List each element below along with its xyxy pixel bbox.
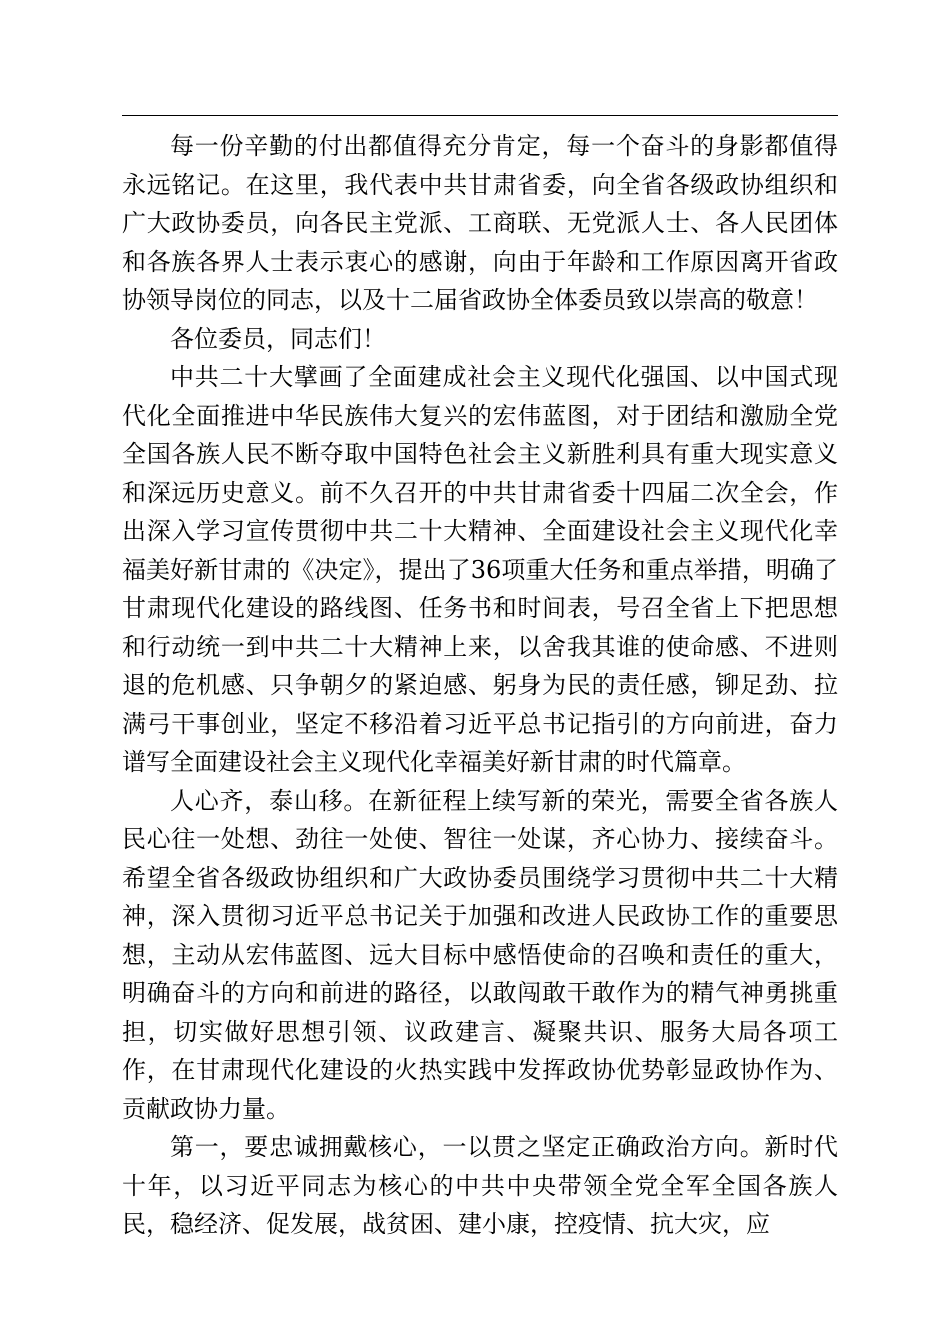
- paragraph: 第一，要忠诚拥戴核心，一以贯之坚定正确政治方向。新时代十年，以习近平同志为核心的中共中央带领全党全军全国各族人民，稳经济、促发展，战贫困、建小康，控疫情、抗大灾，应: [122, 1133, 838, 1238]
- paragraph: 人心齐，泰山移。在新征程上续写新的荣光，需要全省各族人民心往一处想、劲往一处使、智往一处谋，齐心协力、接续奋斗。希望全省各级政协组织和广大政协委员围绕学习贯彻中共二十大精神，深入贯彻习近平总书记关于加强和改进人民政协工作的重要思想，主动从宏伟蓝图、远大目标中感悟使命的召唤和责任的重大，明确奋斗的方向和前进的路径，以敢闯敢干敢作为的精气神勇挑重担，切实做好思想引领、议政建言、凝聚共识、服务大局各项工作，在甘肃现代化建设的火热实践中发挥政协优势彰显政协作为、贡献政协力量。: [122, 786, 838, 1123]
- document-body: [122, 127, 838, 1244]
- paragraph: 中共二十大擘画了全面建成社会主义现代化强国、以中国式现代化全面推进中华民族伟大复兴的宏伟蓝图，对于团结和激励全党全国各族人民不断夺取中国特色社会主义新胜利具有重大现实意义和深远历史意义。前不久召开的中共甘肃省委十四届二次全会，作出深入学习宣传贯彻中共二十大精神、全面建设社会主义现代化幸福美好新甘肃的《决定》，提出了36项重大任务和重点举措，明确了甘肃现代化建设的路线图、任务书和时间表，号召全省上下把思想和行动统一到中共二十大精神上来，以舍我其谁的使命感、不进则退的危机感、只争朝夕的紧迫感、躬身为民的责任感，铆足劲、拉满弓干事创业，坚定不移沿着习近平总书记指引的方向前进，奋力谱写全面建设社会主义现代化幸福美好新甘肃的时代篇章。: [122, 363, 838, 776]
- paragraph: 每一份辛勤的付出都值得充分肯定，每一个奋斗的身影都值得永远铭记。在这里，我代表中共甘肃省委，向全省各级政协组织和广大政协委员，向各民主党派、工商联、无党派人士、各人民团体和各族各界人士表示衷心的感谢，向由于年龄和工作原因离开省政协领导岗位的同志，以及十二届省政协全体委员致以崇高的敬意！: [122, 132, 838, 314]
- paragraph: 各位委员，同志们！: [170, 324, 386, 353]
- header-rule: [122, 115, 838, 116]
